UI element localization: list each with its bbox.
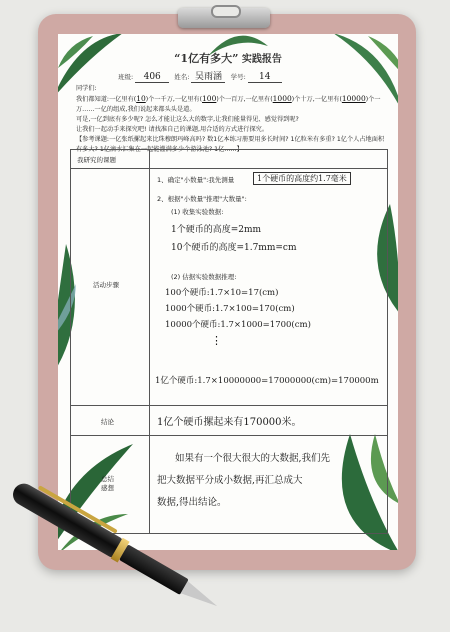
title-topic: “1亿有多大” (174, 52, 239, 65)
intro-line-4: 让我们一起动手来探究吧! 请找准自己的课题,用合适的方式进行探究。 (76, 126, 269, 133)
continuation-dots: ⋮ (211, 334, 222, 347)
calc-line-3: 10000个硬币:1.7×1000=1700(cm) (165, 320, 311, 330)
clip-hole (211, 5, 241, 18)
name-label: 姓名: (174, 73, 190, 81)
student-info (118, 69, 378, 83)
step1-label: 1、确定"小数量":我先测量 (157, 176, 235, 184)
data-line-2: 10个硬币的高度=1.7mm=cm (171, 243, 297, 253)
intro-line-5: 【参考课题:一亿张纸摞起来比珠穆朗玛峰高吗? 数1亿本练习册要用多长时间? 1亿粒米有多重? 1亿个人占地面积有多大? 1亿滴水汇集在一起能灌满多少个游泳池? 1亿……】 (76, 136, 385, 153)
sub2-label: (2) 估据实验数据推理: (171, 273, 237, 281)
pen-nib (181, 581, 221, 612)
step1-value: 1个硬币的高度约1.7毫米 (253, 172, 351, 185)
student-no-value: 14 (248, 72, 282, 83)
conclusion-text: 1亿个硬币摞起来有170000米。 (157, 417, 302, 428)
step2-label: 2、根据"小数量"推理"大数量": (157, 195, 247, 203)
summary-label: 总结感想 (101, 475, 114, 492)
name-value: 吴雨涵 (191, 69, 225, 83)
conclusion-label: 结论 (101, 418, 114, 426)
summary-line-1: 如果有一个很大很大的大数据,我们先 (175, 453, 331, 464)
title-suffix: 实践报告 (241, 54, 282, 65)
table-row-divider (71, 405, 387, 406)
intro-line-3: 可是,一亿到底有多少呢? 怎么才能让这么大的数字,让我们能量得见、感觉得到呢? (76, 116, 299, 123)
calc-line-4: 1亿个硬币:1.7×10000000=17000000(cm)=170000m (155, 376, 379, 386)
class-label: 班级: (118, 73, 134, 81)
calc-line-2: 1000个硬币:1.7×100=170(cm) (165, 304, 295, 314)
report-sheet (58, 34, 398, 550)
sub1-label: (1) 收集实验数据: (171, 208, 224, 216)
class-value: 406 (135, 72, 169, 83)
topic-label: 我研究的课题 (77, 156, 116, 164)
research-table (70, 149, 388, 534)
steps-label: 活动步骤 (93, 281, 119, 289)
summary-line-2: 把大数据平分成小数据,再汇总成大 (157, 475, 303, 486)
table-row-divider (71, 435, 387, 436)
greeting: 同学们: (76, 85, 97, 92)
data-line-1: 1个硬币的高度=2mm (171, 225, 262, 235)
table-column-divider (149, 150, 150, 533)
table-row-divider (71, 168, 387, 169)
student-no-label: 学号: (230, 73, 246, 81)
report-title (58, 50, 398, 66)
intro-text (76, 84, 386, 155)
intro-line-1: 我们都知道:一亿里有(10)个一千万,一亿里有(100)个一百万,一亿里有(1000)个十万,一亿里有(10000)个一万……一亿的组成,我们说起来都头头是道。 (76, 94, 381, 113)
calc-line-1: 100个硬币:1.7×10=17(cm) (165, 288, 279, 298)
summary-line-3: 数据,得出结论。 (157, 497, 227, 508)
